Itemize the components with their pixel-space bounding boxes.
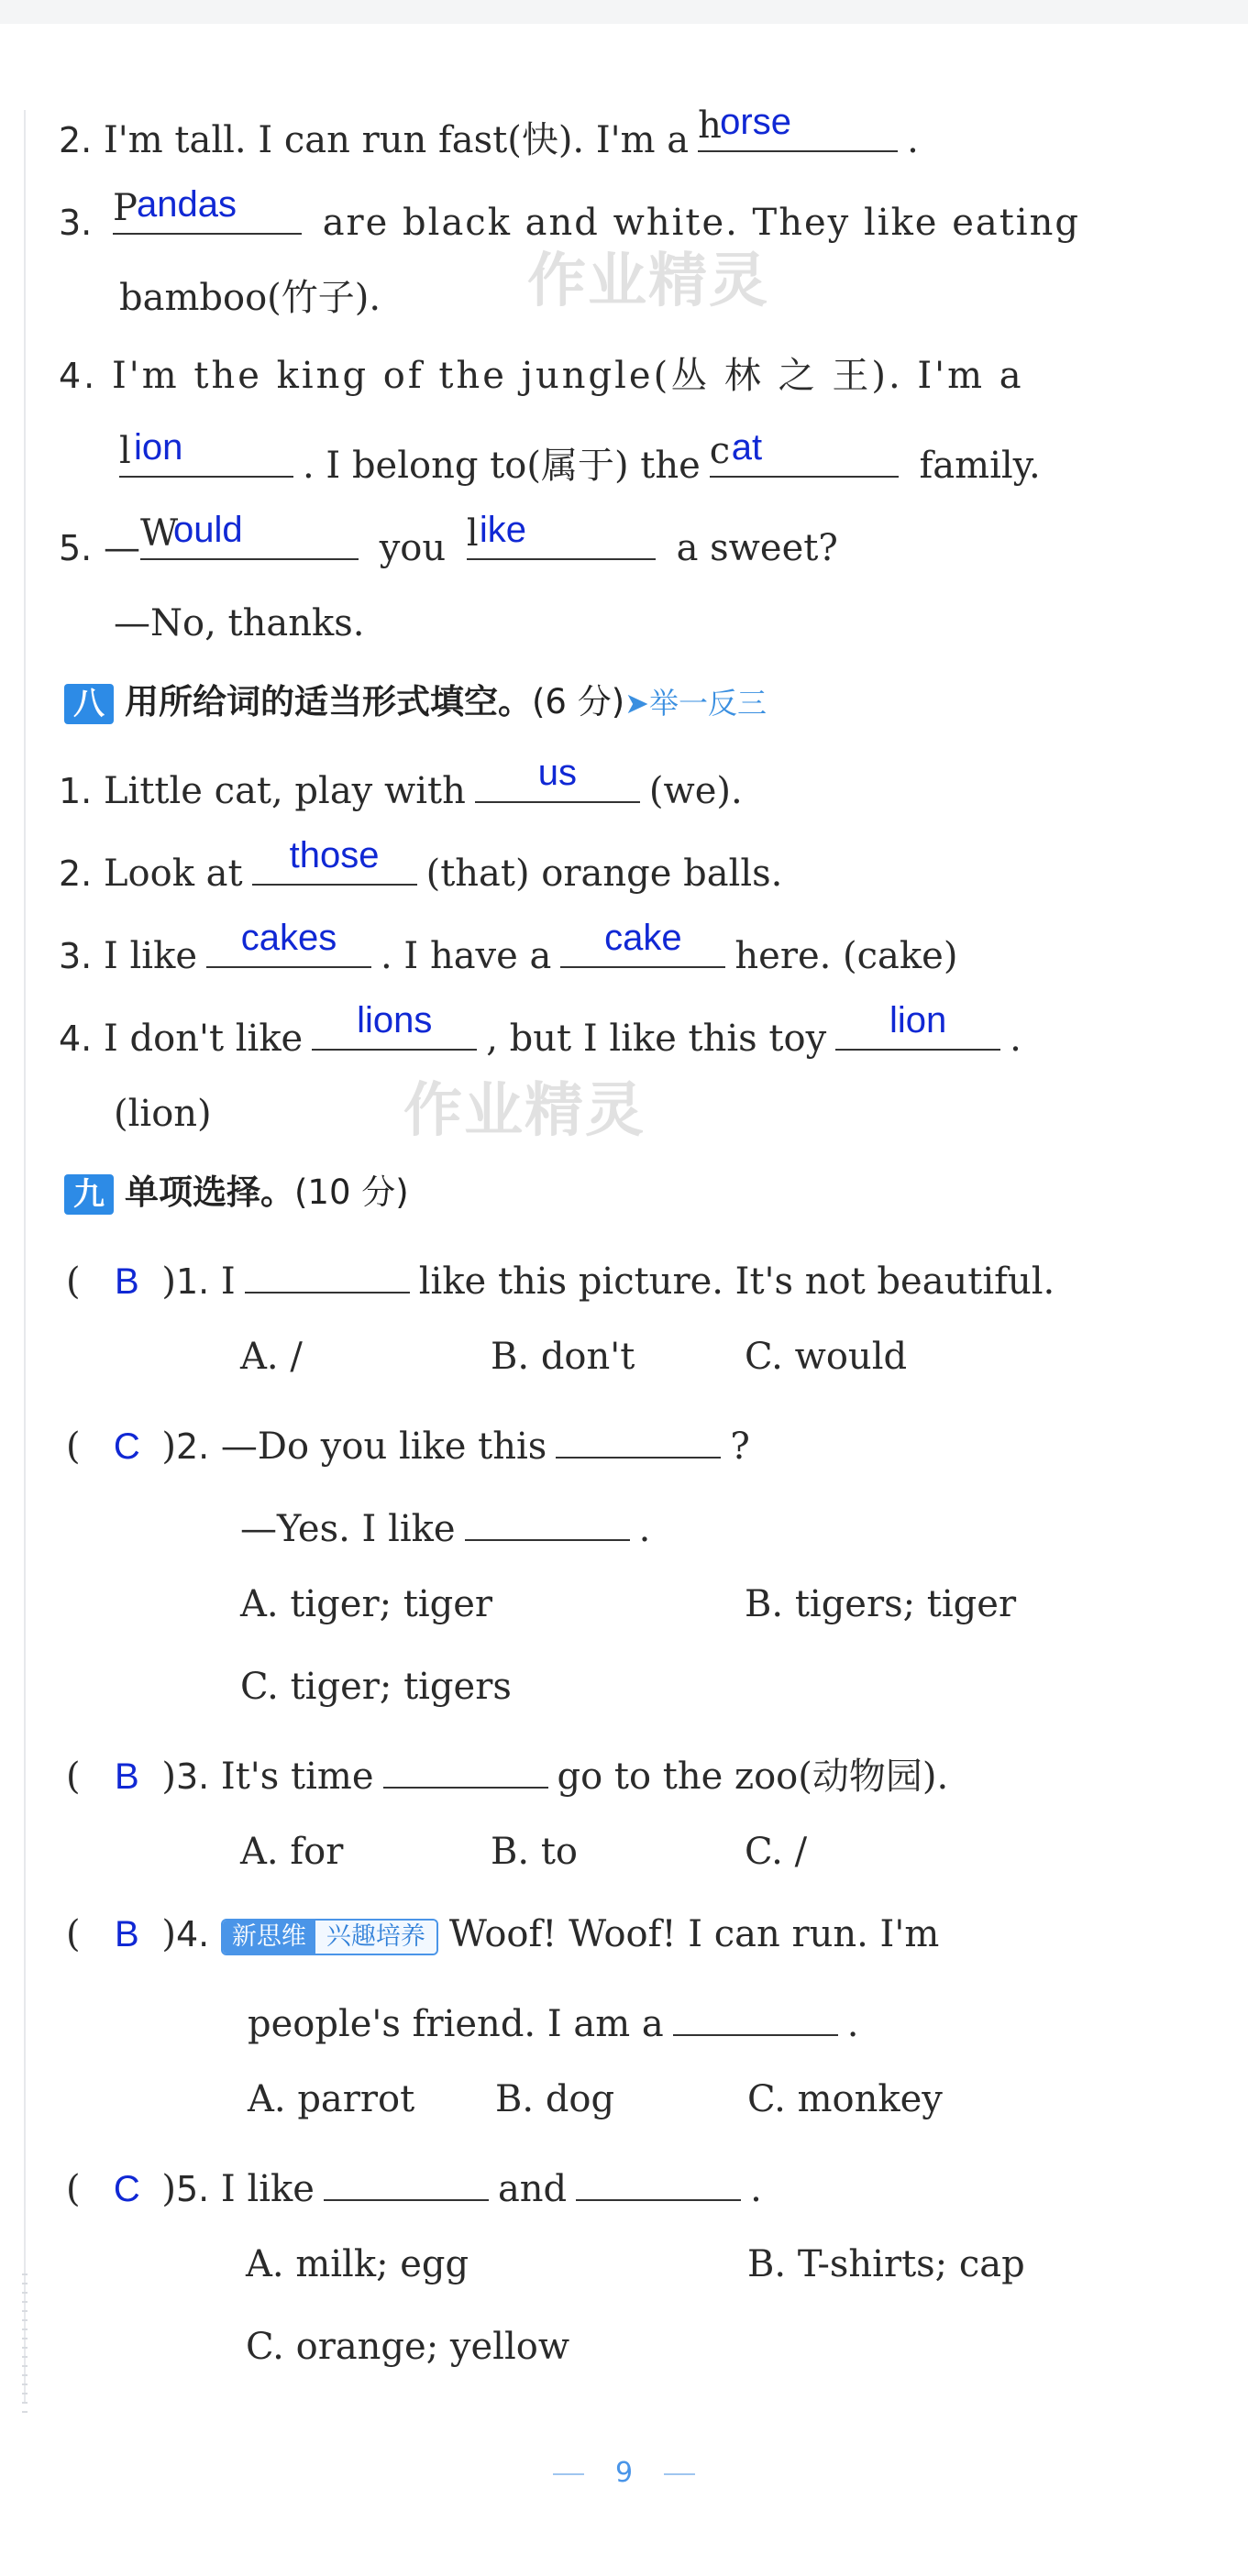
footer-dash-right [664, 2473, 695, 2475]
binding-margin-dots [22, 2273, 28, 2420]
mc-question-4: ( B )4. 新思维 兴趣培养 Woof! Woof! I can run. I'm [66, 1913, 940, 1955]
handwritten-choice[interactable]: C [113, 2169, 140, 2209]
handwritten-choice[interactable]: B [114, 1756, 139, 1797]
page-number: 9 [614, 2457, 634, 2489]
answer-blank[interactable]: P andas [113, 193, 302, 235]
mc-question-4-line2: people's friend. I am a . [248, 1994, 858, 2047]
answer-blank[interactable] [206, 918, 371, 968]
handwritten-answer: us [537, 753, 577, 793]
question-3-line2: bamboo(竹子). [119, 277, 381, 319]
mc-option-b[interactable]: B. T-shirts; cap [747, 2243, 1025, 2285]
handwritten-answer: those [289, 835, 380, 875]
section-8-item-1: 1. Little cat, play with us (we). [59, 761, 743, 814]
section-8-item-2: 2. Look at those (that) orange balls. [59, 843, 782, 897]
mc-option-b[interactable]: B. tigers; tiger [745, 1583, 1017, 1625]
mc-option-c[interactable]: C. orange; yellow [246, 2326, 570, 2368]
mc-option-c[interactable]: C. would [745, 1336, 908, 1378]
question-text: are black and white. They like eating [322, 202, 1080, 244]
handwritten-choice[interactable]: B [114, 1914, 139, 1954]
handwritten-answer: ould [172, 510, 243, 550]
handwritten-answer: ion [134, 427, 183, 468]
answer-blank[interactable]: h orse [698, 110, 898, 152]
handwritten-choice[interactable]: C [113, 1426, 140, 1467]
section-9-header [64, 1172, 409, 1215]
related-exercise-link[interactable]: ➤举一反三 [624, 686, 767, 721]
footer-dash-left [553, 2473, 584, 2475]
section-badge: 八 [64, 684, 114, 724]
answer-blank[interactable] [324, 2159, 489, 2201]
section-8-item-3: 3. I like cakes . I have a cake here. (cake) [59, 926, 957, 979]
mc-option-a[interactable]: A. tiger; tiger [240, 1583, 493, 1625]
answer-blank[interactable] [475, 753, 640, 803]
watermark: 作业精灵 [527, 248, 769, 315]
section-score: (10 分) [294, 1172, 409, 1212]
mc-option-a[interactable]: A. milk; egg [246, 2243, 469, 2285]
handwritten-answer: orse [720, 102, 791, 142]
top-margin [0, 0, 1248, 24]
question-text: I'm the king of the jungle(丛 林 之 王). I'm a [111, 355, 1024, 397]
section-8-item-4-hint: (lion) [114, 1093, 212, 1135]
new-thinking-tag: 新思维 兴趣培养 [221, 1919, 438, 1955]
answer-blank[interactable] [556, 1416, 721, 1459]
section-8-item-4: 4. I don't like lions , but I like this toy lion . [59, 1008, 1022, 1062]
mc-question-1: ( B )1. I like this picture. It's not beautiful. [66, 1251, 1055, 1305]
handwritten-answer: andas [136, 184, 237, 225]
answer-blank[interactable] [245, 1251, 410, 1294]
answer-blank[interactable]: W ould [140, 518, 359, 560]
answer-blank[interactable] [383, 1746, 548, 1789]
mc-option-b[interactable]: B. don't [491, 1336, 635, 1378]
handwritten-answer: ike [479, 510, 527, 550]
mc-question-3: ( B )3. It's time go to the zoo(动物园). [66, 1746, 948, 1800]
mc-question-5: ( C )5. I like and . [66, 2159, 762, 2212]
section-title: 单项选择。 [125, 1172, 294, 1212]
mc-question-2-line2: —Yes. I like . [240, 1499, 650, 1552]
mc-option-a[interactable]: A. for [240, 1831, 344, 1873]
question-5-reply: —No, thanks. [114, 602, 365, 644]
mc-option-b[interactable]: B. to [491, 1831, 578, 1873]
handwritten-answer: at [731, 427, 763, 468]
section-title: 用所给词的适当形式填空。 [125, 682, 532, 721]
answer-blank[interactable]: l ion [119, 435, 293, 478]
answer-blank[interactable] [252, 835, 417, 886]
answer-blank[interactable] [835, 1000, 1000, 1051]
answer-blank[interactable] [312, 1000, 477, 1051]
section-score: (6 分) [532, 682, 625, 721]
handwritten-answer: cakes [240, 918, 337, 958]
answer-blank[interactable] [576, 2159, 741, 2201]
question-3: 3. P andas are black and white. They like eating [59, 193, 1080, 246]
handwritten-answer: lion [889, 1000, 947, 1040]
question-text: I'm tall. I can run fast(快). I'm a [103, 119, 690, 161]
question-4: 4. I'm the king of the jungle(丛 林 之 王). I'm a [59, 355, 1024, 397]
mc-option-c[interactable]: C. tiger; tigers [240, 1666, 512, 1708]
mc-option-a[interactable]: A. parrot [248, 2078, 415, 2120]
mc-question-2: ( C )2. —Do you like this ? [66, 1416, 750, 1470]
binding-margin-line [24, 110, 26, 2402]
mc-option-b[interactable]: B. dog [495, 2078, 615, 2120]
question-5: 5. — W ould you l ike a sweet? [59, 518, 838, 571]
section-8-header [64, 681, 767, 724]
mc-option-c[interactable]: C. monkey [747, 2078, 943, 2120]
handwritten-answer: lions [357, 1000, 433, 1040]
question-2: 2. I'm tall. I can run fast(快). I'm a h orse . [59, 110, 919, 163]
handwritten-choice[interactable]: B [114, 1261, 139, 1302]
answer-blank[interactable]: c at [710, 435, 899, 478]
answer-blank[interactable] [560, 918, 725, 968]
mc-option-a[interactable]: A. / [240, 1336, 303, 1378]
question-4-line2: l ion . I belong to(属于) the c at family. [119, 435, 1041, 489]
answer-blank[interactable] [465, 1499, 630, 1541]
answer-blank[interactable]: l ike [467, 518, 656, 560]
answer-blank[interactable] [673, 1994, 838, 2036]
mc-option-c[interactable]: C. / [745, 1831, 808, 1873]
section-badge: 九 [64, 1174, 114, 1215]
page-footer [0, 2457, 1248, 2489]
handwritten-answer: cake [604, 918, 682, 958]
watermark: 作业精灵 [403, 1077, 646, 1145]
